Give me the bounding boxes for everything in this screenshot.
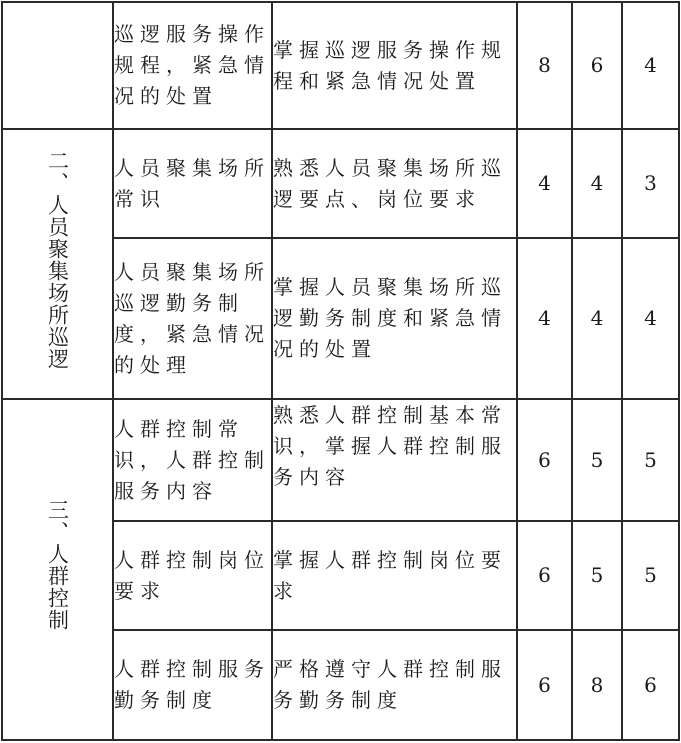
value-cell-2: 5 xyxy=(572,399,622,521)
value-cell-2: 8 xyxy=(572,630,622,740)
content-cell xyxy=(113,2,272,129)
content-cell xyxy=(113,238,272,399)
content-cell xyxy=(113,399,272,521)
requirement-text: 掌握人群控制岗位要求 xyxy=(273,547,507,603)
value-cell-3: 3 xyxy=(622,129,679,238)
section-cell xyxy=(2,399,113,740)
content-cell xyxy=(113,630,272,740)
value-cell-3: 5 xyxy=(622,399,679,521)
content-text: 人群控制常识，人群控制服务内容 xyxy=(114,416,270,503)
value-cell-1: 6 xyxy=(517,521,572,630)
requirement-cell xyxy=(272,630,517,740)
value-cell-1: 4 xyxy=(517,238,572,399)
requirement-text: 熟悉人群控制基本常识，掌握人群控制服务内容 xyxy=(273,403,507,489)
content-cell xyxy=(113,521,272,630)
content-text: 巡逻服务操作规程，紧急情况的处置 xyxy=(114,22,270,108)
requirement-text: 熟悉人员聚集场所巡逻要点、岗位要求 xyxy=(273,155,507,211)
requirement-cell xyxy=(272,521,517,630)
value-cell-1: 8 xyxy=(517,2,572,129)
value-cell-2: 5 xyxy=(572,521,622,630)
value-cell-3: 4 xyxy=(622,238,679,399)
requirement-cell xyxy=(272,238,517,399)
content-text: 人员聚集场所常识 xyxy=(114,155,270,211)
table-row xyxy=(2,399,679,521)
requirement-text: 掌握巡逻服务操作规程和紧急情况处置 xyxy=(273,37,507,93)
value-cell-3: 5 xyxy=(622,521,679,630)
content-cell xyxy=(113,129,272,238)
value-cell-3: 4 xyxy=(622,2,679,129)
section-label: 二、人员聚集场所巡逻 xyxy=(45,149,70,370)
section-cell-empty xyxy=(2,2,113,129)
value-cell-1: 4 xyxy=(517,129,572,238)
requirement-cell xyxy=(272,399,517,521)
content-text: 人群控制岗位要求 xyxy=(114,547,270,603)
content-text: 人员聚集场所巡逻勤务制度，紧急情况的处理 xyxy=(114,259,270,377)
requirement-text: 严格遵守人群控制服务勤务制度 xyxy=(273,657,507,712)
table-row xyxy=(2,2,679,129)
value-cell-2: 4 xyxy=(572,238,622,399)
section-label: 三、人群控制 xyxy=(45,499,70,631)
table-row xyxy=(2,129,679,238)
requirement-text: 掌握人员聚集场所巡逻勤务制度和紧急情况的处置 xyxy=(273,275,507,361)
value-cell-1: 6 xyxy=(517,630,572,740)
value-cell-2: 4 xyxy=(572,129,622,238)
value-cell-2: 6 xyxy=(572,2,622,129)
value-cell-3: 6 xyxy=(622,630,679,740)
training-content-table xyxy=(1,1,680,741)
section-cell xyxy=(2,129,113,399)
value-cell-1: 6 xyxy=(517,399,572,521)
requirement-cell xyxy=(272,2,517,129)
content-text: 人群控制服务勤务制度 xyxy=(114,657,270,712)
requirement-cell xyxy=(272,129,517,238)
